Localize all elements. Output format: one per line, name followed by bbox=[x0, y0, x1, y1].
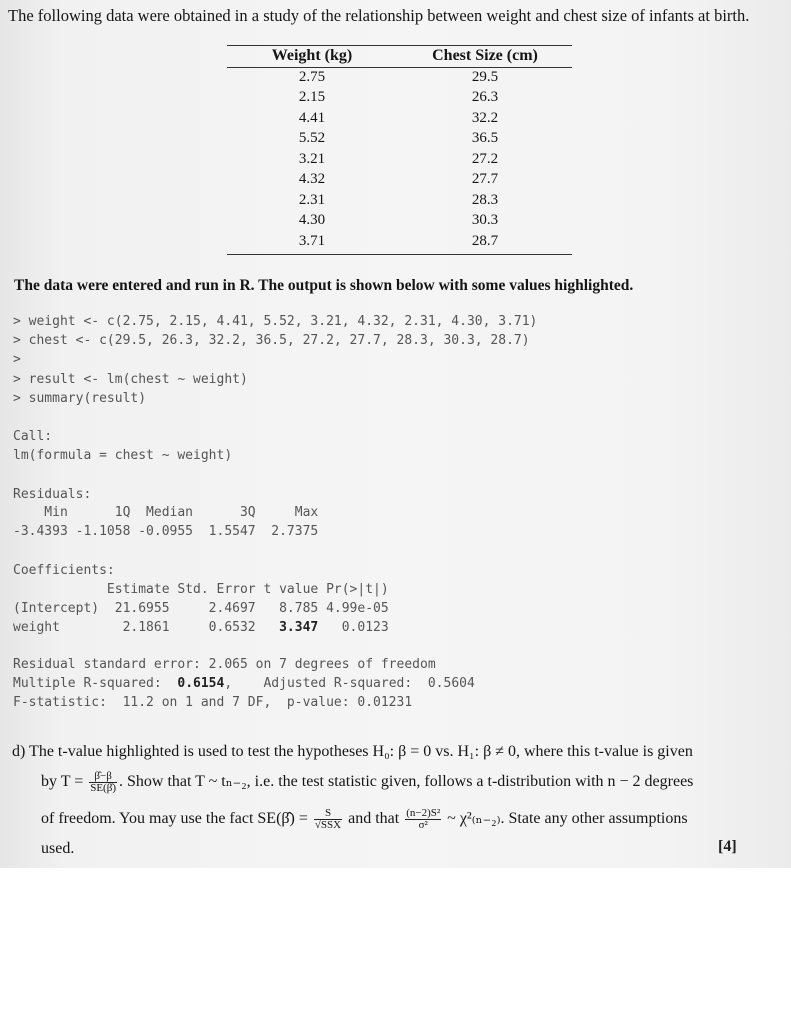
weight-cell: 2.75 bbox=[298, 68, 326, 85]
fraction-numerator: β̂−β bbox=[89, 771, 117, 783]
intro-text: The following data were obtained in a study of the relationship between weight and chest size of infants at birth. bbox=[8, 6, 750, 25]
multiple-r-squared-label: Multiple R-squared: bbox=[13, 676, 178, 691]
r-squared-line bbox=[13, 674, 475, 693]
r-output-heading: The data were entered and run in R. The output is shown below with some values highlighted. bbox=[14, 277, 634, 294]
coef-weight-pvalue: 0.0123 bbox=[318, 620, 389, 635]
weight-cell: 4.30 bbox=[298, 212, 326, 228]
coef-intercept-row: (Intercept) 21.6955 2.4697 8.785 4.99e-05 bbox=[13, 601, 389, 616]
weight-cell: 4.41 bbox=[298, 109, 326, 126]
coefficients-header: Estimate Std. Error t value Pr(>|t|) bbox=[13, 582, 389, 597]
se-fraction bbox=[314, 808, 342, 831]
coef-weight-values: weight 2.1861 0.6532 bbox=[13, 620, 280, 635]
chest-cell: 28.7 bbox=[471, 232, 499, 249]
chest-header: Chest Size (cm) bbox=[432, 47, 538, 64]
coefficients-label: Coefficients: bbox=[13, 563, 115, 578]
residuals-header: Min 1Q Median 3Q Max bbox=[13, 505, 319, 520]
chest-cell: 27.7 bbox=[471, 171, 499, 187]
highlighted-t-value: 3.347 bbox=[279, 620, 319, 635]
table-bottom-rule bbox=[227, 254, 572, 255]
weight-cell: 4.32 bbox=[298, 171, 326, 187]
weight-cell: 2.15 bbox=[298, 89, 326, 105]
fraction-denominator: σ² bbox=[418, 819, 428, 831]
chi-square-assumption: ~ χ²₍ₙ₋₂₎. State any other assumptions bbox=[447, 810, 688, 828]
t-definition-prefix: by T = bbox=[41, 773, 84, 791]
question-line-1: d) The t-value highlighted is used to test the hypotheses H₀: β = 0 vs. H₁: β ≠ 0, where this t-value is given bbox=[12, 743, 693, 760]
residual-standard-error: Residual standard error: 2.065 on 7 degrees of freedom bbox=[13, 657, 436, 672]
chest-cell: 27.2 bbox=[471, 150, 499, 167]
chest-cell: 36.5 bbox=[471, 130, 499, 146]
fraction-numerator: (n−2)S² bbox=[406, 807, 441, 819]
call-label: Call: bbox=[13, 429, 53, 444]
r-command-weight: > weight <- c(2.75, 2.15, 4.41, 5.52, 3.21, 4.32, 2.31, 4.30, 3.71) bbox=[13, 314, 538, 329]
chest-cell: 30.3 bbox=[471, 212, 499, 228]
and-that-text: and that bbox=[348, 810, 400, 828]
se-fact: of freedom. You may use the fact SE(β̂) = bbox=[41, 810, 308, 828]
r-command-lm: > result <- lm(chest ~ weight) bbox=[13, 372, 248, 387]
t-statistic-fraction bbox=[89, 771, 117, 794]
chest-cell: 29.5 bbox=[471, 68, 499, 85]
question-line-3 bbox=[41, 808, 688, 831]
chest-cell: 26.3 bbox=[471, 89, 499, 105]
chest-column bbox=[400, 46, 570, 251]
r-command-summary: > summary(result) bbox=[13, 391, 147, 406]
adjusted-r-squared: , Adjusted R-squared: 0.5604 bbox=[224, 676, 475, 691]
weight-cell: 5.52 bbox=[298, 130, 326, 146]
residuals-values: -3.4393 -1.1058 -0.0955 1.5547 2.7375 bbox=[13, 524, 319, 539]
fraction-denominator: SE(β̂) bbox=[90, 782, 116, 794]
t-distribution-claim: . Show that T ~ tₙ₋₂, i.e. the test statistic given, follows a t-distribution with n − 2 degrees bbox=[118, 773, 694, 791]
weight-column bbox=[227, 46, 397, 251]
weight-cell: 2.31 bbox=[298, 191, 326, 208]
question-line-4: used. bbox=[41, 840, 75, 857]
chi-square-fraction bbox=[405, 808, 441, 831]
residuals-label: Residuals: bbox=[13, 487, 92, 502]
weight-cell: 3.71 bbox=[298, 232, 326, 249]
f-statistic-line: F-statistic: 11.2 on 1 and 7 DF, p-value: 0.01231 bbox=[13, 695, 413, 710]
highlighted-r-squared: 0.6154 bbox=[177, 676, 225, 691]
weight-cell: 3.21 bbox=[298, 150, 326, 167]
weight-header: Weight (kg) bbox=[271, 47, 353, 64]
r-command-chest: > chest <- c(29.5, 26.3, 32.2, 36.5, 27.2, 27.7, 28.3, 30.3, 28.7) bbox=[13, 333, 530, 348]
call-formula: lm(formula = chest ~ weight) bbox=[13, 448, 233, 463]
chest-cell: 32.2 bbox=[471, 109, 499, 126]
marks-label: [4] bbox=[718, 838, 737, 855]
fraction-numerator: S bbox=[314, 808, 342, 820]
r-prompt: > bbox=[13, 352, 21, 367]
chest-cell: 28.3 bbox=[471, 191, 499, 208]
coef-weight-row bbox=[13, 618, 389, 637]
question-line-2 bbox=[41, 771, 693, 794]
fraction-denominator: √SSX bbox=[314, 819, 342, 831]
